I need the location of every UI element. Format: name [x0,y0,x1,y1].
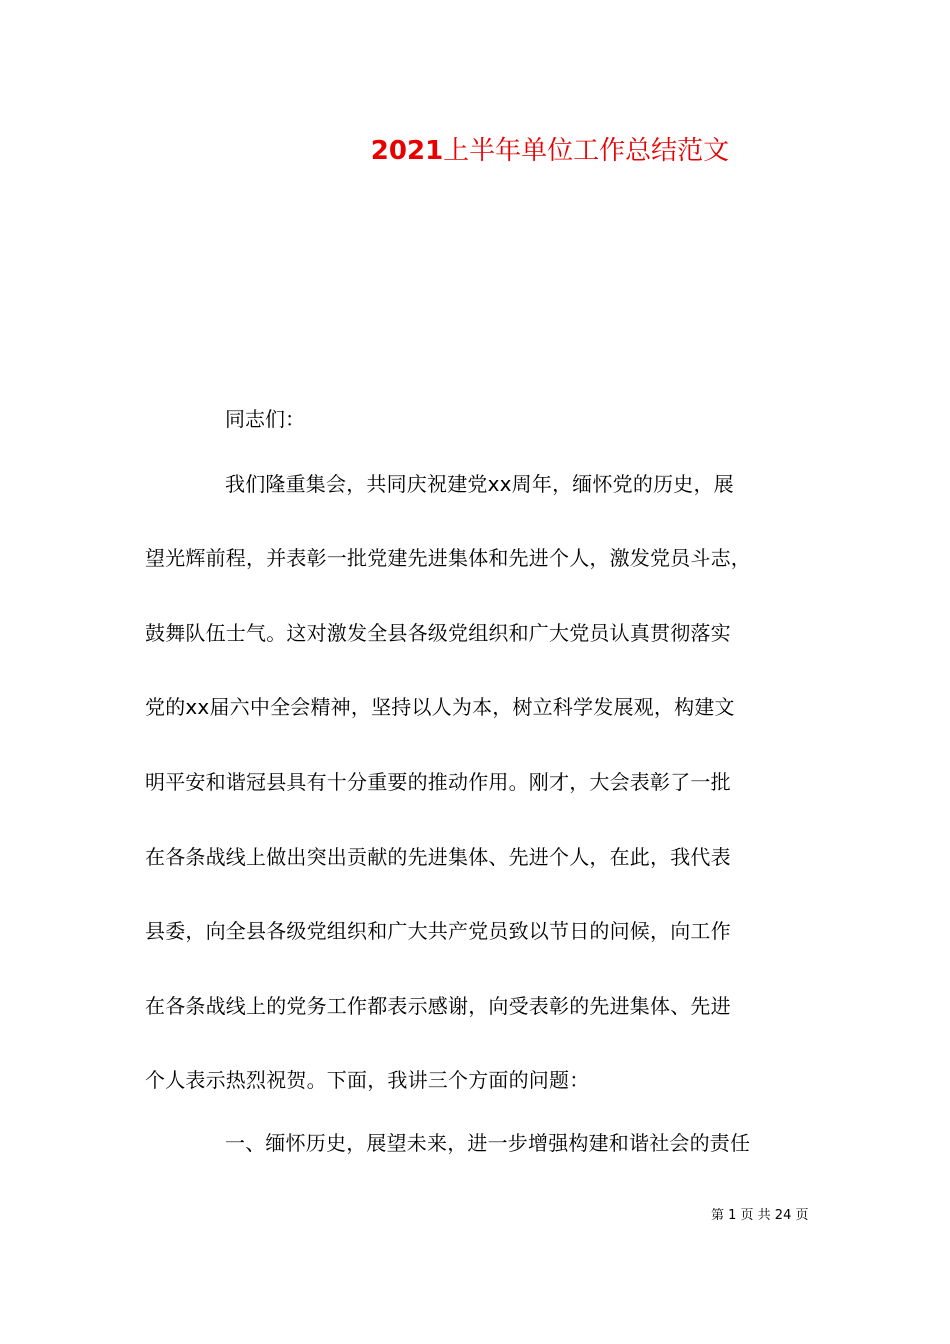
body-line-3: 鼓舞队伍士气。这对激发全县各级党组织和广大党员认真贯彻落实 [145,621,731,645]
body-line-2: 望光辉前程，并表彰一批党建先进集体和先进个人，激发党员斗志， [145,546,751,570]
body-line-1: 我们隆重集会，共同庆祝建党xx周年，缅怀党的历史，展 [225,472,734,496]
salutation: 同志们： [225,407,305,431]
body-line-8: 在各条战线上的党务工作都表示感谢，向受表彰的先进集体、先进 [145,994,731,1018]
document-title [0,131,950,171]
body-line-4: 党的xx届六中全会精神，坚持以人为本，树立科学发展观，构建文 [145,695,735,719]
title-year: 2021 [370,136,444,166]
body-line-5: 明平安和谐冠县具有十分重要的推动作用。刚才，大会表彰了一批 [145,770,731,794]
title-text: 上半年单位工作总结范文 [443,136,730,166]
page-number-footer: 第 1 页 共 24 页 [711,1208,809,1223]
body-line-9: 个人表示热烈祝贺。下面，我讲三个方面的问题： [145,1068,590,1092]
body-line-7: 县委，向全县各级党组织和广大共产党员致以节日的问候，向工作 [145,919,731,943]
section-heading-1: 一、缅怀历史，展望未来，进一步增强构建和谐社会的责任 [225,1131,751,1155]
body-line-6: 在各条战线上做出突出贡献的先进集体、先进个人，在此，我代表 [145,845,731,869]
